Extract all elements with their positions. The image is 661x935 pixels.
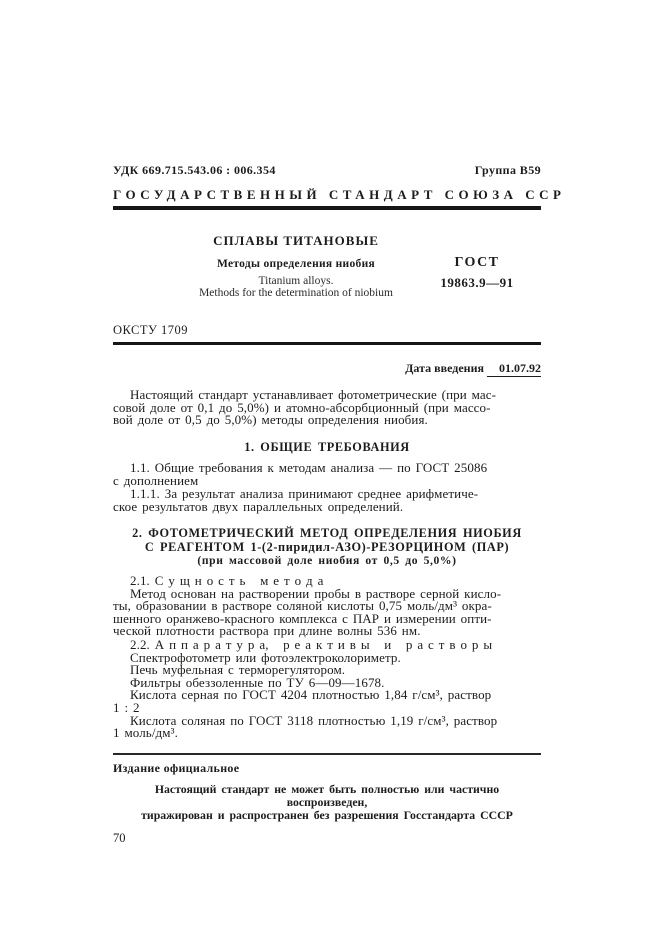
document-subtitle: Методы определения ниобия	[216, 258, 376, 270]
clause-2-1-heading: 2.1. С у щ н о с т ь м е т о д а	[130, 572, 324, 588]
clause-2-1-line: Метод основан на растворении пробы в растворе серной кисло-	[130, 585, 502, 601]
apparatus-item: Печь муфельная с терморегулятором.	[130, 662, 346, 678]
gost-number: 19863.9—91	[440, 275, 514, 290]
apparatus-item: Кислота серная по ГОСТ 4204 плотностью 1,84 г/см³, раствор	[130, 687, 492, 703]
udk-code: УДК 669.715.543.06 : 006.354	[113, 163, 276, 177]
apparatus-item: 1 : 2	[113, 699, 140, 715]
clause-1-1-1-line: 1.1.1. За результат анализа принимают среднее арифметиче-	[130, 486, 479, 502]
apparatus-item: Кислота соляная по ГОСТ 3118 плотностью 1,19 г/см³, раствор	[130, 712, 498, 728]
classification-row	[113, 163, 541, 178]
copyright-restriction	[113, 783, 541, 822]
official-edition-label: Издание официальное	[113, 760, 240, 775]
introduction-date-row	[113, 361, 541, 377]
okstu-rule	[113, 342, 541, 345]
header-rule	[113, 206, 541, 210]
intro-line: Настоящий стандарт устанавливает фотометрические (при мас-	[130, 387, 497, 402]
clause-2-1	[113, 572, 541, 639]
title-column	[131, 233, 461, 299]
title-english-line2: Methods for the determination of niobium	[199, 287, 393, 299]
title-block	[113, 233, 541, 306]
clause-2-2-heading: 2.2. А п п а р а т у р а, р е а к т и в ы и р а с т в о р ы	[130, 636, 493, 652]
apparatus-item: Фильтры обеззоленные по ТУ 6—09—1678.	[130, 674, 385, 690]
apparatus-item: 1 моль/дм³.	[113, 725, 178, 741]
section-1-heading: 1. ОБЩИЕ ТРЕБОВАНИЯ	[244, 439, 410, 454]
page-footer	[113, 753, 541, 846]
document-title: СПЛАВЫ ТИТАНОВЫЕ	[213, 233, 379, 248]
apparatus-item: Спектрофотометр или фотоэлектроколориметр.	[130, 649, 401, 665]
group-code: Группа В59	[474, 163, 541, 177]
document-page	[113, 163, 566, 846]
clause-2-2	[113, 636, 541, 741]
date-value: 01.07.92	[487, 361, 541, 377]
section-2-heading-line2: С РЕАГЕНТОМ 1-(2-пиридил-АЗО)-РЕЗОРЦИНОМ (ПАР)	[144, 539, 510, 554]
title-english-line1: Titanium alloys.	[258, 275, 334, 287]
clause-1-1-1-line: ское результатов двух параллельных определений.	[113, 498, 404, 514]
gov-standard-header: ГОСУДАРСТВЕННЫЙ СТАНДАРТ СОЮЗА ССР	[113, 187, 566, 202]
section-2-heading-line1: 2. ФОТОМЕТРИЧЕСКИЙ МЕТОД ОПРЕДЕЛЕНИЯ НИОБИЯ	[132, 526, 522, 541]
clause-1-1-line: с дополнением	[113, 472, 199, 488]
okstu-code: ОКСТУ 1709	[113, 323, 189, 337]
intro-paragraph	[113, 389, 541, 427]
gost-label: ГОСТ	[454, 255, 500, 270]
clause-1-1-line: 1.1. Общие требования к методам анализа — по ГОСТ 25086	[130, 459, 488, 475]
clause-2-1-line: ческой плотности раствора при длине волны 536 нм.	[113, 623, 421, 639]
clause-1-1	[113, 459, 541, 488]
page-number: 70	[113, 830, 126, 845]
restriction-line2: тиражирован и распространен без разрешения Госстандарта СССР	[141, 807, 513, 822]
intro-line: вой доле от 0,5 до 5,0%) методы определения ниобия.	[113, 412, 428, 428]
section-2-heading-line3: (при массовой доле ниобия от 0,5 до 5,0%)	[197, 553, 457, 567]
date-label: Дата введения	[405, 361, 484, 375]
gost-designation	[419, 255, 535, 291]
clause-2-1-line: шенного оранжево-красного комплекса с ПАР и измерении опти-	[113, 610, 492, 626]
intro-line: совой доле от 0,1 до 5,0%) и атомно-абсорбционный (при массо-	[113, 399, 491, 415]
footer-rule	[113, 753, 541, 755]
clause-2-1-line: ты, образовании в растворе соляной кислоты 0,75 моль/дм³ окра-	[113, 598, 492, 614]
clause-1-1-1	[113, 488, 541, 513]
restriction-line1: Настоящий стандарт не может быть полностью или частично воспроизведен,	[154, 781, 500, 809]
